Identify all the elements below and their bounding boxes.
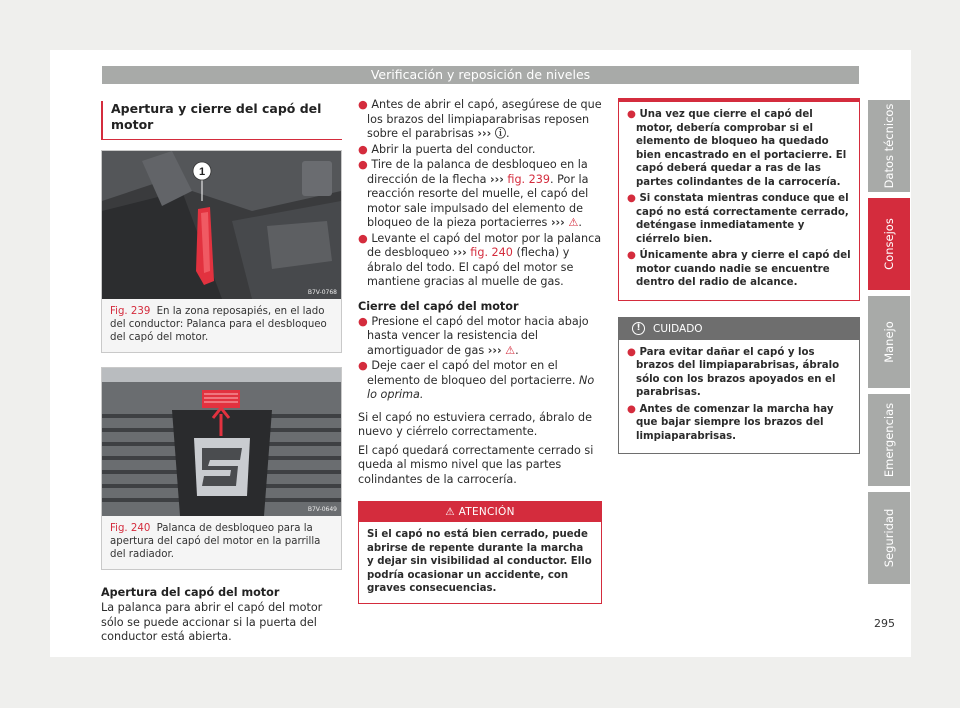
ref-arrows: ››› <box>477 127 492 140</box>
figure-239-caption <box>102 299 341 352</box>
bullet-dot: ● <box>358 158 372 171</box>
warning-triangle-icon: ⚠ <box>568 216 579 229</box>
closing-step-1: ● Presione el capó del motor hacia abajo hasta vencer la resistencia del amortiguador de gas ››› ⚠. <box>358 314 589 357</box>
closing-heading: Cierre del capó del motor <box>358 299 519 313</box>
warning-header: ⚠ ATENCIÓN <box>359 502 601 522</box>
warning-item: ● Si constata mientras conduce que el capó no está correctamente cerrado, deténgase inmediatamente y ciérrelo bien. <box>627 193 849 245</box>
tab-emergencias[interactable]: Emergencias <box>868 394 910 486</box>
warning-text: Si el capó no está bien cerrado, puede abrirse de repente durante la marcha y dejar sin visibilidad al conductor. Ello podría ocasionar un accidente, con graves consecuencias. <box>367 529 592 594</box>
column-right <box>618 98 860 454</box>
closing-note-2: El capó quedará correctamente cerrado si queda al mismo nivel que las partes colindantes de la carrocería. <box>358 443 594 486</box>
ref-arrows: ››› <box>452 246 467 259</box>
fig-239-link[interactable]: fig. 239 <box>507 172 551 186</box>
caution-icon: ! <box>632 322 645 335</box>
figure-239-callout: 1 <box>198 166 206 178</box>
ref-arrows: ››› <box>487 343 502 357</box>
warning-triangle-icon: ⚠ <box>445 506 459 518</box>
bullet-dot: ● <box>358 359 372 372</box>
warning-box-atencion <box>358 501 602 604</box>
caution-item: ● Para evitar dañar el capó y los brazos del limpiaparabrisas, ábralo sólo con los brazos apoyados en el parabrisas. <box>627 346 840 398</box>
closing-step-2: ● Deje caer el capó del motor en el elemento de bloqueo del portacierre. No lo oprima. <box>358 359 595 401</box>
fig-240-link[interactable]: fig. 240 <box>470 246 513 259</box>
caution-box <box>618 317 860 455</box>
bullet-dot: ● <box>627 250 640 261</box>
warning-item: ● Únicamente abra y cierre el capó del motor cuando nadie se encuentre dentro del radio de alcance. <box>627 250 851 288</box>
figure-240-text: Palanca de desbloqueo para la apertura del capó del motor en la parrilla del radiador. <box>110 523 321 560</box>
opening-step-2: ● Abrir la puerta del conductor. <box>358 142 536 156</box>
opening-step-4: ● Levante el capó del motor por la palanca de desbloqueo ››› fig. 240 (flecha) y ábralo del todo. El capó del motor se mantiene gracias al muelle de gas. <box>358 231 602 288</box>
bullet-dot: ● <box>627 109 640 120</box>
bullet-dot: ● <box>358 142 372 156</box>
warning-list <box>619 102 859 300</box>
figure-240 <box>101 367 342 570</box>
figure-239-code: B7V-0768 <box>307 289 337 296</box>
ref-arrows: ››› <box>490 172 504 186</box>
opening-step-1: ● Antes de abrir el capó, asegúrese de que los brazos del limpiaparabrisas reposen sobre el parabrisas ››› ⓘ. <box>358 98 602 140</box>
figure-240-image <box>102 368 341 516</box>
bullet-dot: ● <box>358 314 372 328</box>
page-number: 295 <box>874 617 895 630</box>
figure-239-image <box>102 151 341 299</box>
section-title: Apertura y cierre del capó del motor <box>101 101 342 140</box>
column-left <box>101 98 342 649</box>
tab-manejo[interactable]: Manejo <box>868 296 910 388</box>
warning-box-continued <box>618 98 860 301</box>
bullet-dot: ● <box>627 193 640 204</box>
caution-item: ● Antes de comenzar la marcha hay que bajar siempre los brazos del limpiaparabrisas. <box>627 403 834 442</box>
tab-consejos[interactable]: Consejos <box>868 198 910 290</box>
figure-240-code: B7V-0649 <box>307 506 337 513</box>
figure-240-caption <box>102 516 341 569</box>
tab-seguridad[interactable]: Seguridad <box>868 492 910 584</box>
warning-item: ● Una vez que cierre el capó del motor, debería comprobar si el elemento de bloqueo ha quedado bien encastrado en el portacierre. El capó deberá quedar a ras de las partes colindantes de la carrocería. <box>627 109 847 188</box>
figure-239 <box>101 150 342 353</box>
tab-datos-tecnicos[interactable]: Datos técnicos <box>868 100 910 192</box>
opening-intro: La palanca para abrir el capó del motor sólo se puede accionar si la puerta del conductor está abierta. <box>101 601 323 643</box>
chapter-header: Verificación y reposición de niveles <box>102 66 859 84</box>
caution-list <box>619 340 859 454</box>
figure-239-label: Fig. 239 <box>110 306 151 317</box>
ref-arrows: ››› <box>550 216 565 229</box>
caution-header: ! CUIDADO <box>619 318 859 340</box>
figure-240-label: Fig. 240 <box>110 523 151 534</box>
bullet-dot: ● <box>627 403 640 415</box>
bullet-dot: ● <box>358 231 372 245</box>
opening-step-3: ● Tire de la palanca de desbloqueo en la dirección de la flecha ››› fig. 239. Por la reacción resorte del muelle, el capó del motor sale impulsado del elemento de bloqueo de la pieza portacierres ››› ⚠. <box>358 158 589 229</box>
figure-239-text: En la zona reposapiés, en el lado del conductor: Palanca para el desbloqueo del capó del motor. <box>110 306 327 343</box>
info-icon: ⓘ <box>494 127 507 140</box>
bullet-dot: ● <box>358 98 372 111</box>
column-middle <box>358 98 602 604</box>
closing-note-1: Si el capó no estuviera cerrado, ábralo de nuevo y ciérrelo correctamente. <box>358 410 592 438</box>
opening-heading: Apertura del capó del motor <box>101 586 280 599</box>
bullet-dot: ● <box>627 346 640 358</box>
warning-triangle-icon: ⚠ <box>505 343 516 357</box>
